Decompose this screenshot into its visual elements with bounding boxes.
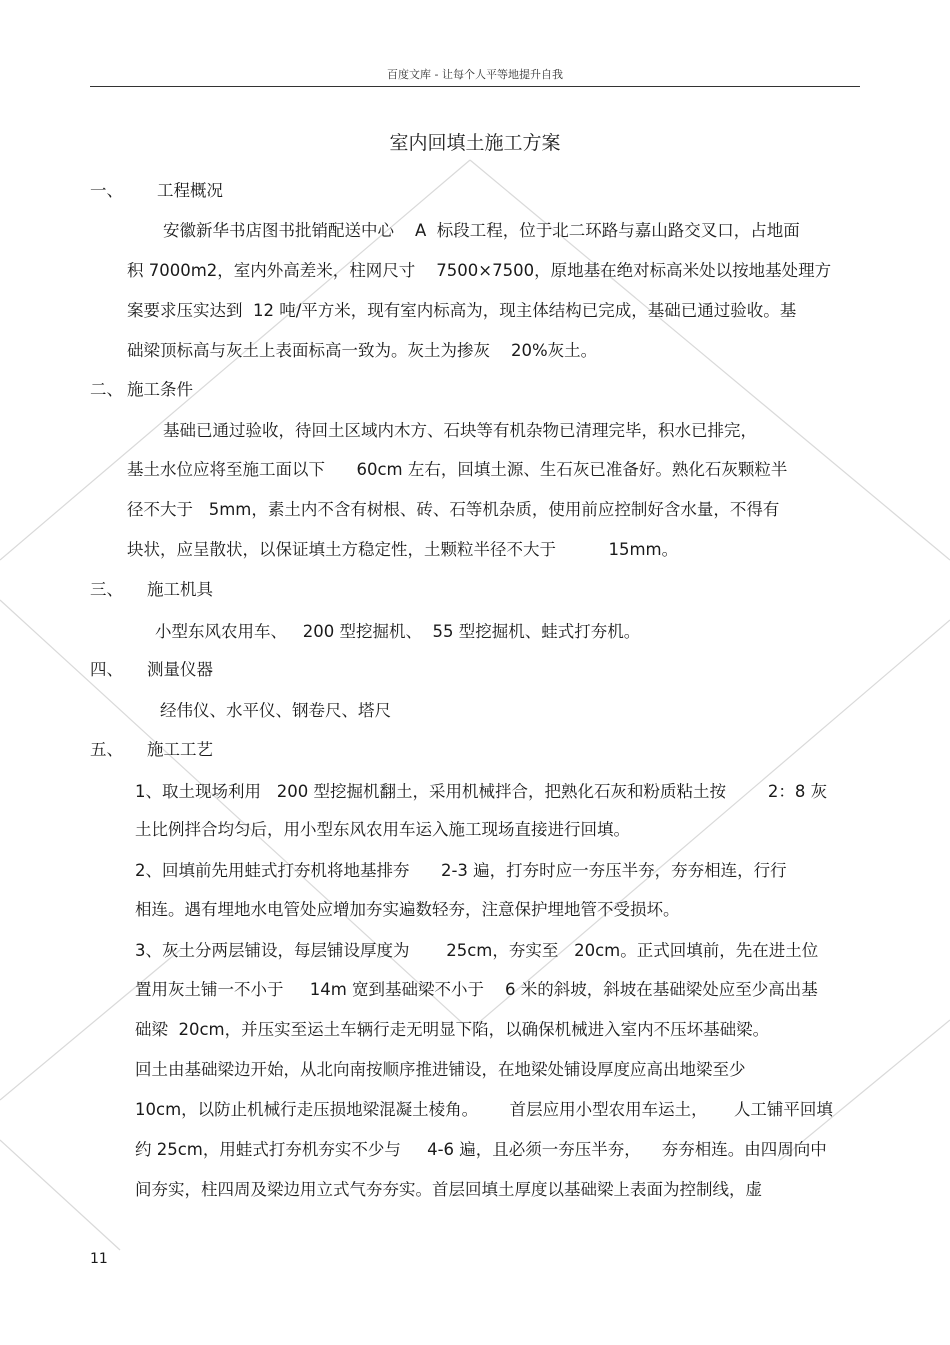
section-5-paragraph-line: 10cm，以防止机械行走压损地梁混凝土棱角。 首层应用小型农用车运土， 人工铺平回填 <box>135 1100 833 1119</box>
section-5-paragraph-line: 相连。遇有埋地水电管处应增加夯实遍数轻夯，注意保护埋地管不受损坏。 <box>135 900 680 919</box>
section-1-paragraph-line: 础梁顶标高与灰土上表面标高一致为。灰土为掺灰 20%灰土。 <box>127 341 598 360</box>
section-2-number: 二、 <box>90 380 123 399</box>
section-5-paragraph-line: 土比例拌合均匀后，用小型东风农用车运入施工现场直接进行回填。 <box>135 820 630 839</box>
section-2-paragraph-line: 径不大于 5mm，素土内不含有树根、砖、石等机杂质，使用前应控制好含水量，不得有 <box>127 500 780 519</box>
document-title: 室内回填土施工方案 <box>389 132 561 154</box>
section-4-heading: 测量仪器 <box>147 660 213 679</box>
section-2-heading: 施工条件 <box>127 380 193 399</box>
section-2-paragraph-line: 基土水位应将至施工面以下 60cm 左右，回填土源、生石灰已准备好。熟化石灰颗粒半 <box>127 460 788 479</box>
section-1-number: 一、 <box>90 181 123 200</box>
section-2-paragraph-line: 块状，应呈散状，以保证填土方稳定性，土颗粒半径不大于 15mm。 <box>127 540 679 559</box>
section-5-paragraph-line: 2、回填前先用蛙式打夯机将地基排夯 2-3 遍，打夯时应一夯压半夯，夯夯相连，行行 <box>135 861 787 880</box>
section-3-heading: 施工机具 <box>147 580 213 599</box>
section-5-heading: 施工工艺 <box>147 740 213 759</box>
section-2-paragraph-line: 基础已通过验收，待回土区域内木方、石块等有机杂物已清理完毕，积水已排完， <box>163 421 757 440</box>
section-4-number: 四、 <box>90 660 123 679</box>
section-5-paragraph-line: 1、取土现场利用 200 型挖掘机翻土，采用机械拌合，把熟化石灰和粉质粘土按 2：8 灰 <box>135 782 828 801</box>
section-1-heading: 工程概况 <box>157 181 223 200</box>
section-1-paragraph-line: 积 7000m2，室内外高差米，柱网尺寸 7500×7500，原地基在绝对标高米处以按地基处理方 <box>127 261 832 280</box>
section-5-paragraph-line: 3、灰土分两层铺设，每层铺设厚度为 25cm，夯实至 20cm。正式回填前，先在进土位 <box>135 941 819 960</box>
section-3-paragraph-line: 小型东风农用车、 200 型挖掘机、 55 型挖掘机、蛙式打夯机。 <box>155 622 641 641</box>
section-5-paragraph-line: 置用灰土铺一不小于 14m 宽到基础梁不小于 6 米的斜坡，斜坡在基础梁处应至少高出基 <box>135 980 818 999</box>
section-5-paragraph-line: 间夯实，柱四周及梁边用立式气夯夯实。首层回填土厚度以基础梁上表面为控制线，虚 <box>135 1180 762 1199</box>
section-5-paragraph-line: 础梁 20cm，并压实至运土车辆行走无明显下陷，以确保机械进入室内不压坏基础梁。 <box>135 1020 770 1039</box>
section-4-paragraph-line: 经伟仪、水平仪、钢卷尺、塔尺 <box>160 701 391 720</box>
page-number: 11 <box>90 1251 108 1267</box>
section-5-paragraph-line: 约 25cm，用蛙式打夯机夯实不少与 4-6 遍，且必须一夯压半夯， 夯夯相连。由四周向中 <box>135 1140 827 1159</box>
section-1-paragraph-line: 案要求压实达到 12 吨/平方米，现有室内标高为，现主体结构已完成，基础已通过验收。基 <box>127 301 797 320</box>
header-divider <box>90 86 860 87</box>
section-3-number: 三、 <box>90 580 123 599</box>
page-header: 百度文库 - 让每个人平等地提升自我 <box>387 68 563 81</box>
section-5-paragraph-line: 回土由基础梁边开始，从北向南按顺序推进铺设，在地梁处铺设厚度应高出地梁至少 <box>135 1060 746 1079</box>
section-5-number: 五、 <box>90 740 123 759</box>
section-1-paragraph-line: 安徽新华书店图书批销配送中心 A 标段工程，位于北二环路与嘉山路交叉口，占地面 <box>163 221 800 240</box>
